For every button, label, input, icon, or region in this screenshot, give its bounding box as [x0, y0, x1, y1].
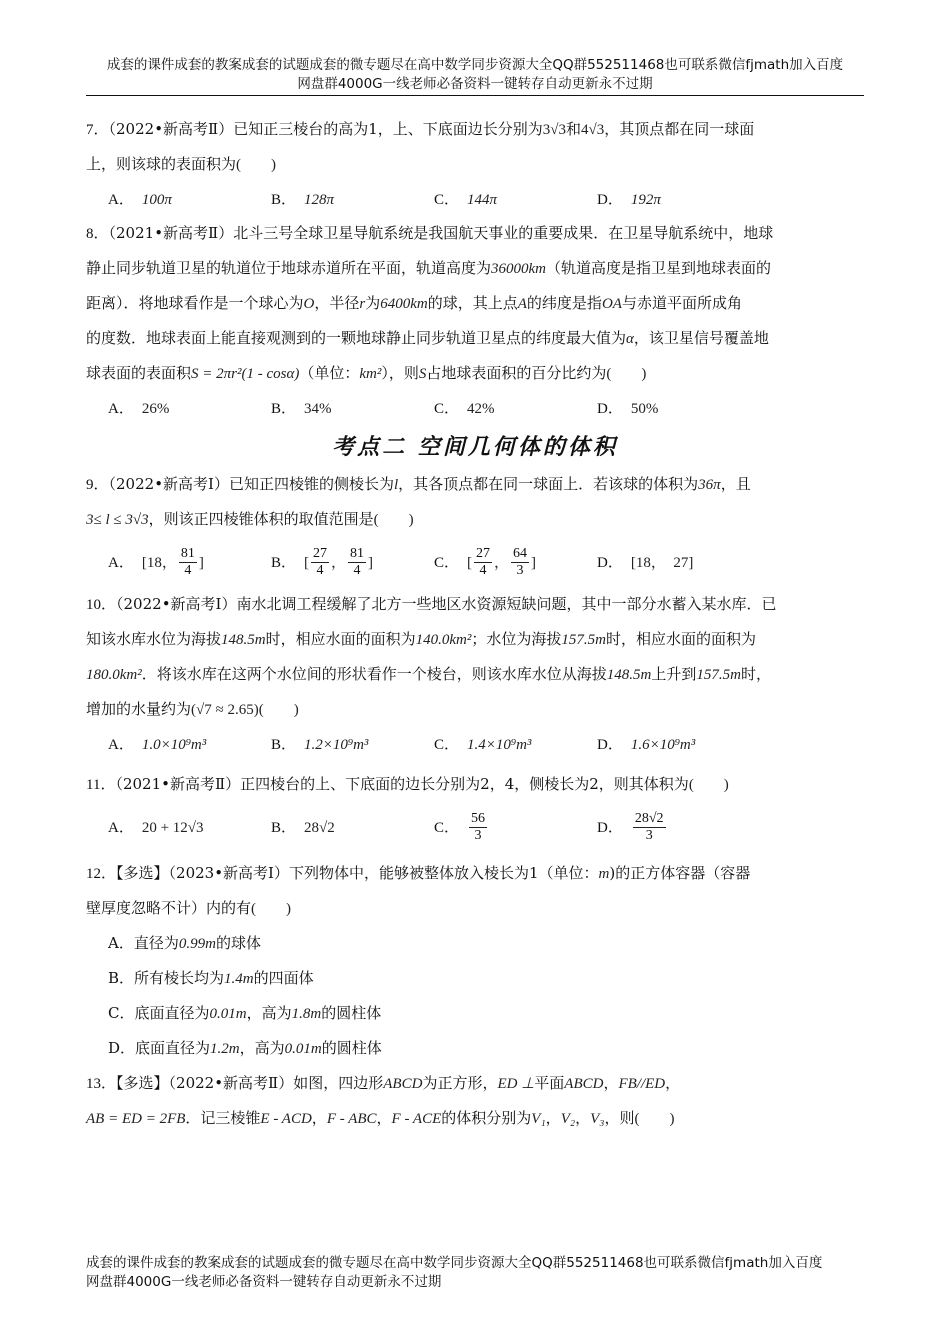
option-text: 底面直径为 — [134, 1004, 210, 1022]
stem-text: ， — [545, 1109, 561, 1127]
option-value: 1.2×10⁹m³ — [304, 736, 369, 753]
option-value: ， — [494, 554, 510, 571]
fraction-denominator: 4 — [316, 563, 324, 578]
option-value: 1.4×10⁹m³ — [467, 736, 532, 753]
stem-text: ；水位为海拔 — [471, 630, 562, 648]
stem-text: 时， — [740, 665, 771, 683]
option-label: B． — [271, 736, 297, 753]
option-label: B． — [271, 819, 297, 836]
math-expr: S — [418, 366, 427, 382]
option-label: A． — [108, 191, 134, 208]
math-expr: ABCD — [564, 1076, 604, 1092]
footer-line-2: 网盘群4000G一线老师必备资料一键转存自动更新永不过期 — [86, 1274, 442, 1290]
question-7-stem — [86, 112, 864, 182]
option-value: 28√2 — [304, 819, 335, 836]
answer-blank: ( ) — [373, 512, 414, 528]
header-line-1: 成套的课件成套的教案成套的试题成套的微专题尽在高中数学同步资源大全QQ群552511468也可联系微信fjmath加入百度 — [106, 57, 844, 73]
math-expr: r — [359, 296, 366, 312]
math-expr: 148.5m — [606, 667, 652, 683]
option-label: C． — [434, 819, 460, 836]
stem-text: 下列物体中，能够被整体放入棱长为1（单位： — [288, 864, 599, 882]
option-value: 100π — [141, 191, 172, 208]
stem-text: ，则该正四棱锥体积的取值范围是 — [148, 510, 374, 528]
question-number: 7． — [86, 122, 109, 138]
option-label: C． — [434, 191, 460, 208]
option-value: 1.6×10⁹m³ — [630, 736, 696, 753]
fraction — [179, 546, 197, 579]
math-expr: (√7 ≈ 2.65) — [191, 702, 259, 718]
option-value: 42% — [467, 400, 495, 417]
page-footer — [86, 1254, 864, 1292]
option-label: C． — [434, 400, 460, 417]
option-label: C． — [434, 554, 460, 571]
math-expr: 3≤ l ≤ 3√3 — [86, 512, 149, 528]
stem-text: 时，相应水面的面积为 — [265, 630, 416, 648]
fraction-denominator: 4 — [353, 563, 361, 578]
stem-text: ，该卫星信号覆盖地 — [633, 329, 769, 347]
option-value: [ — [304, 554, 310, 571]
question-9-stem — [86, 467, 864, 537]
stem-text: 正四棱台的上、下底面的边长分别为2，4，侧棱长为2，则其体积为 — [240, 775, 689, 793]
stem-text: ， — [575, 1109, 591, 1127]
answer-blank: ( ) — [634, 1111, 675, 1127]
option-text: ，高为 — [239, 1039, 285, 1057]
stem-text: （单位： — [299, 364, 360, 382]
option-c — [86, 996, 864, 1031]
math-expr: 0.01m — [209, 1006, 247, 1022]
math-expr: V₂ — [560, 1111, 576, 1127]
math-expr: 1.4m — [224, 971, 254, 987]
fraction — [633, 811, 666, 844]
option-value: 128π — [304, 191, 335, 208]
option-label: D． — [597, 736, 623, 753]
option-b — [271, 727, 434, 762]
option-d — [597, 545, 760, 580]
question-8-stem — [86, 216, 864, 391]
math-expr: 36π — [698, 477, 721, 493]
math-expr: 180.0km² — [86, 667, 142, 683]
option-value: ] — [368, 554, 374, 571]
question-12-stem — [86, 856, 864, 926]
math-expr: A — [517, 296, 527, 312]
math-expr: AB = ED = 2FB — [86, 1111, 186, 1127]
stem-text: ），则 — [381, 364, 419, 382]
answer-blank: ( ) — [258, 702, 299, 718]
math-expr: 140.0km² — [415, 632, 472, 648]
question-10 — [86, 587, 864, 761]
stem-text: 上，则该球的表面积为 — [86, 155, 237, 173]
header-line-2: 网盘群4000G一线老师必备资料一键转存自动更新永不过期 — [297, 76, 653, 92]
option-c — [434, 545, 597, 580]
option-value: 1.0×10⁹m³ — [141, 736, 207, 753]
option-b — [271, 182, 434, 217]
stem-text: 的体积分别为 — [441, 1109, 532, 1127]
question-13-stem — [86, 1066, 864, 1136]
stem-text: 与赤道平面所成角 — [621, 294, 742, 312]
option-label: A． — [108, 400, 134, 417]
question-source: （2022•新高考Ⅰ） — [116, 595, 237, 613]
stem-text: （轨道高度是指卫星到地球表面的 — [546, 259, 772, 277]
stem-text: 的度数．地球表面上能直接观测到的一颗地球静止同步轨道卫星点的纬度最大值为 — [86, 329, 627, 347]
option-c — [434, 391, 597, 426]
math-expr: F - ACE — [391, 1111, 442, 1127]
option-label: D． — [597, 554, 623, 571]
option-label: A． — [108, 736, 134, 753]
fraction — [469, 811, 487, 844]
option-label: D． — [597, 191, 623, 208]
option-b — [271, 391, 434, 426]
header-divider — [86, 95, 864, 96]
option-value: ， — [331, 554, 347, 571]
option-text: 的圆柱体 — [321, 1004, 382, 1022]
stem-text: 占地球表面积的百分比约为 — [426, 364, 607, 382]
math-expr: 148.5m — [221, 632, 266, 648]
fraction-numerator: 81 — [180, 546, 195, 561]
question-8 — [86, 216, 864, 425]
fraction-numerator: 28√2 — [634, 811, 664, 826]
option-label: C． — [434, 736, 460, 753]
option-label: D． — [597, 400, 623, 417]
option-value: ] — [198, 554, 204, 571]
stem-text: 时，相应水面的面积为 — [605, 630, 756, 648]
option-a — [108, 727, 271, 762]
option-c — [434, 727, 597, 762]
question-source: （2022•新高考Ⅱ） — [108, 120, 234, 138]
option-label: D． — [108, 1039, 136, 1057]
math-expr: S = 2πr²(1 - cosα) — [191, 366, 300, 382]
stem-text: 已知正三棱台的高为1，上、下底面边长分别为 — [233, 120, 543, 138]
fraction-numerator: 81 — [350, 546, 365, 561]
option-text: 的球体 — [215, 934, 261, 952]
question-7 — [86, 112, 864, 216]
document-body — [86, 112, 864, 1136]
answer-blank: ( ) — [251, 901, 292, 917]
math-expr: ABCD — [383, 1076, 423, 1092]
stem-text: )的正方体容器（容器 — [609, 864, 751, 882]
fraction-denominator: 4 — [479, 563, 487, 578]
stem-text: ， — [603, 1074, 619, 1092]
fraction — [511, 546, 529, 579]
question-11-options — [86, 802, 864, 852]
option-value: ] — [531, 554, 537, 571]
option-b — [86, 961, 864, 996]
option-label: B． — [271, 191, 297, 208]
fraction-numerator: 27 — [313, 546, 328, 561]
math-expr: km² — [359, 366, 382, 382]
math-expr: m — [598, 866, 610, 882]
option-value: 50% — [630, 400, 659, 417]
answer-blank: ( ) — [606, 366, 647, 382]
math-expr: 6400km — [380, 296, 428, 312]
option-value: [18， — [141, 554, 177, 571]
question-9 — [86, 467, 864, 587]
stem-text: 和 — [566, 120, 582, 138]
stem-text: ，半径 — [314, 294, 360, 312]
option-value: 20 + 12√3 — [141, 819, 204, 836]
question-source: （2021•新高考Ⅱ） — [108, 224, 234, 242]
option-label: B． — [271, 400, 297, 417]
math-expr: V₃ — [590, 1111, 605, 1127]
question-tag: 【多选】 — [116, 864, 169, 882]
math-expr: O — [303, 296, 315, 312]
question-11 — [86, 767, 864, 852]
answer-blank: ( ) — [688, 777, 729, 793]
fraction — [474, 546, 492, 579]
math-expr: E - ACD — [260, 1111, 312, 1127]
question-8-options — [86, 391, 864, 425]
stem-text: ，且 — [720, 475, 751, 493]
question-source: （2022•新高考Ⅰ） — [108, 475, 229, 493]
option-text: 底面直径为 — [135, 1039, 211, 1057]
option-d — [86, 1031, 864, 1066]
stem-text: ，其顶点都在同一球面 — [604, 120, 755, 138]
question-tag: 【多选】 — [116, 1074, 169, 1092]
option-b — [271, 810, 434, 845]
option-d — [597, 810, 760, 845]
option-text: 的圆柱体 — [321, 1039, 382, 1057]
stem-text: 壁厚度忽略不计）内的有 — [86, 899, 252, 917]
fraction-denominator: 3 — [645, 828, 653, 843]
option-value: 144π — [467, 191, 498, 208]
math-expr: F - ABC — [326, 1111, 377, 1127]
footer-line-1: 成套的课件成套的教案成套的试题成套的微专题尽在高中数学同步资源大全QQ群552511468也可联系微信fjmath加入百度 — [86, 1255, 823, 1271]
fraction-numerator: 27 — [476, 546, 491, 561]
option-label: B． — [108, 969, 135, 987]
fraction — [311, 546, 329, 579]
question-11-stem — [86, 767, 864, 802]
question-number: 8． — [86, 226, 109, 242]
question-number: 9． — [86, 477, 109, 493]
question-13 — [86, 1066, 864, 1136]
option-text: 的四面体 — [253, 969, 314, 987]
question-12 — [86, 856, 864, 1066]
option-a — [86, 926, 864, 961]
stem-text: ，则 — [604, 1109, 635, 1127]
math-expr: l — [393, 477, 399, 493]
question-source: （2021•新高考Ⅱ） — [115, 775, 241, 793]
stem-text: 上升到 — [651, 665, 697, 683]
question-source: （2023•新高考Ⅰ） — [168, 864, 289, 882]
stem-text: ， — [665, 1074, 681, 1092]
math-expr: 157.5m — [561, 632, 606, 648]
answer-blank: ( ) — [236, 157, 277, 173]
math-expr: α — [626, 331, 634, 347]
stem-text: ．将该水库在这两个水位间的形状看作一个棱台，则该水库水位从海拔 — [141, 665, 607, 683]
fraction-denominator: 3 — [474, 828, 482, 843]
stem-text: ．记三棱锥 — [185, 1109, 261, 1127]
option-label: A． — [108, 554, 134, 571]
option-value: 192π — [630, 191, 661, 208]
question-number: 11． — [86, 777, 116, 793]
option-a — [108, 545, 271, 580]
option-text: 所有棱长均为 — [134, 969, 225, 987]
option-c — [434, 810, 597, 845]
math-expr: 3√3 — [542, 122, 567, 138]
math-expr: ED ⊥ — [497, 1076, 535, 1092]
fraction-denominator: 4 — [184, 563, 192, 578]
option-text: 直径为 — [133, 934, 179, 952]
math-expr: 1.2m — [210, 1041, 240, 1057]
stem-text: 球表面的表面积 — [86, 364, 192, 382]
math-expr: 0.99m — [178, 936, 216, 952]
option-label: A． — [108, 934, 134, 952]
option-a — [108, 391, 271, 426]
fraction-numerator: 64 — [513, 546, 528, 561]
stem-text: 的纬度是指 — [526, 294, 602, 312]
stem-text: 南水北调工程缓解了北方一些地区水资源短缺问题，其中一部分水蓄入某水库．已 — [236, 595, 777, 613]
stem-text: 为 — [365, 294, 381, 312]
stem-text: 静止同步轨道卫星的轨道位于地球赤道所在平面，轨道高度为 — [86, 259, 492, 277]
question-10-stem — [86, 587, 864, 727]
option-value: 26% — [141, 400, 170, 417]
option-d — [597, 391, 760, 426]
stem-text: 平面 — [534, 1074, 565, 1092]
option-label: A． — [108, 819, 134, 836]
option-d — [597, 182, 760, 217]
stem-text: ，其各顶点都在同一球面上．若该球的体积为 — [398, 475, 699, 493]
math-expr: OA — [601, 296, 622, 312]
stem-text: 为正方形， — [422, 1074, 498, 1092]
stem-text: 距离）．将地球看作是一个球心为 — [86, 294, 304, 312]
fraction — [348, 546, 366, 579]
question-source: （2022•新高考Ⅱ） — [168, 1074, 294, 1092]
option-a — [108, 810, 271, 845]
math-expr: V₁ — [531, 1111, 546, 1127]
question-9-options — [86, 537, 864, 587]
option-text: ，高为 — [246, 1004, 292, 1022]
stem-text: ， — [311, 1109, 327, 1127]
math-expr: 36000km — [491, 261, 547, 277]
option-d — [597, 727, 760, 762]
option-value: [18， 27] — [630, 554, 694, 571]
option-value: 34% — [304, 400, 332, 417]
stem-text: 增加的水量约为 — [86, 700, 192, 718]
math-expr: 4√3 — [581, 122, 605, 138]
question-number: 10． — [86, 597, 117, 613]
math-expr: 1.8m — [291, 1006, 322, 1022]
option-label: D． — [597, 819, 623, 836]
page-header — [86, 56, 864, 94]
option-c — [434, 182, 597, 217]
option-a — [108, 182, 271, 217]
stem-text: ， — [376, 1109, 392, 1127]
math-expr: 0.01m — [284, 1041, 322, 1057]
question-number: 12． — [86, 866, 117, 882]
stem-text: 北斗三号全球卫星导航系统是我国航天事业的重要成果．在卫星导航系统中，地球 — [233, 224, 774, 242]
option-label: B． — [271, 554, 297, 571]
option-label: C． — [108, 1004, 135, 1022]
section-title: 考点二 空间几何体的体积 — [332, 434, 618, 460]
fraction-denominator: 3 — [516, 563, 524, 578]
question-10-options — [86, 727, 864, 761]
stem-text: 的球，其上点 — [427, 294, 518, 312]
stem-text: 如图，四边形 — [293, 1074, 384, 1092]
question-7-options — [86, 182, 864, 216]
option-b — [271, 545, 434, 580]
stem-text: 知该水库水位为海拔 — [86, 630, 222, 648]
math-expr: 157.5m — [696, 667, 741, 683]
fraction-numerator: 56 — [471, 811, 486, 826]
option-value: [ — [467, 554, 473, 571]
stem-text: 已知正四棱锥的侧棱长为 — [228, 475, 394, 493]
math-expr: FB//ED — [618, 1076, 666, 1092]
question-number: 13． — [86, 1076, 117, 1092]
